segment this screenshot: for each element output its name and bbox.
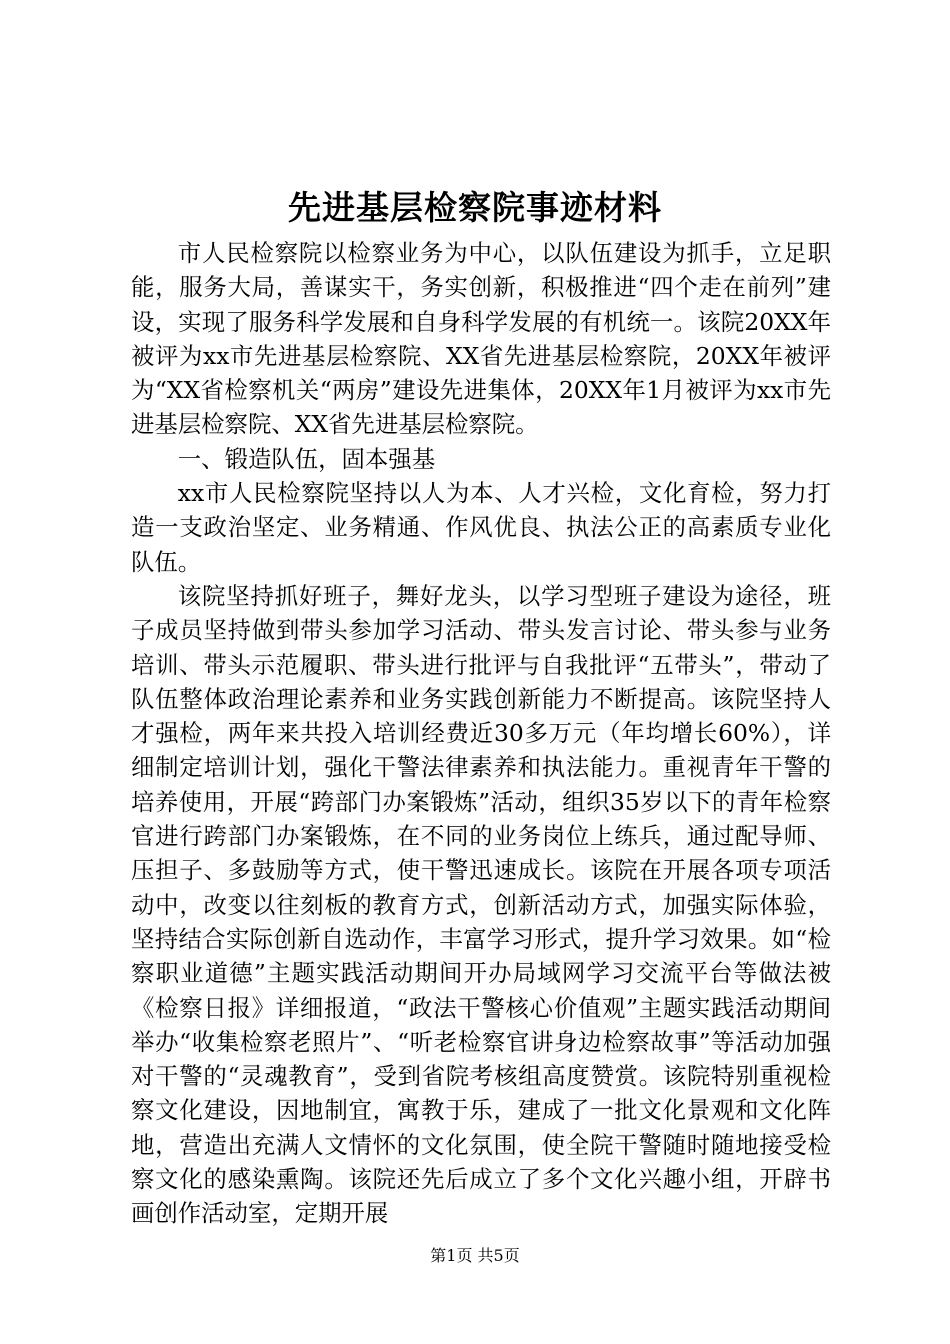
paragraph-intro: 市人民检察院以检察业务为中心，以队伍建设为抓手，立足职能，服务大局，善谋实干，务实创新，积极推进“四个走在前列”建设，实现了服务科学发展和自身科学发展的有机统一。该院20XX年被评为xx市先进基层检察院、XX省先进基层检察院，20XX年被评为“XX省检察机关“两房”建设先进集体，20XX年1月被评为xx市先进基层检察院、XX省先进基层检察院。 bbox=[131, 239, 831, 439]
page-footer: 第1页 共5页 bbox=[430, 1246, 520, 1265]
document-body bbox=[131, 236, 831, 1231]
section-heading: 一、锻造队伍，固本强基 bbox=[177, 444, 436, 473]
paragraph-team: xx市人民检察院坚持以人为本、人才兴检，文化育检，努力打造一支政治坚定、业务精通、作风优良、执法公正的高素质专业化队伍。 bbox=[131, 479, 831, 576]
paragraph-leadership: 该院坚持抓好班子，舞好龙头，以学习型班子建设为途径，班子成员坚持做到带头参加学习活动、带头发言讨论、带头参与业务培训、带头示范履职、带头进行批评与自我批评“五带头”，带动了队伍整体政治理论素养和业务实践创新能力不断提高。该院坚持人才强检，两年来共投入培训经费近30多万元（年均增长60%），详细制定培训计划，强化干警法律素养和执法能力。重视青年干警的培养使用，开展“跨部门办案锻炼”活动，组织35岁以下的青年检察官进行跨部门办案锻炼，在不同的业务岗位上练兵，通过配导师、压担子、多鼓励等方式，使干警迅速成长。该院在开展各项专项活动中，改变以往刻板的教育方式，创新活动方式，加强实际体验，坚持结合实际创新自选动作，丰富学习形式，提升学习效果。如“检察职业道德”主题实践活动期间开办局域网学习交流平台等做法被《检察日报》详细报道，“政法干警核心价值观”主题实践活动期间举办“收集检察老照片”、“听老检察官讲身边检察故事”等活动加强对干警的“灵魂教育”，受到省院考核组高度赞赏。该院特别重视检察文化建设，因地制宜，寓教于乐，建成了一批文化景观和文化阵地，营造出充满人文情怀的文化氛围，使全院干警随时随地接受检察文化的感染熏陶。该院还先后成立了多个文化兴趣小组，开辟书画创作活动室，定期开展 bbox=[131, 581, 831, 1228]
document-title: 先进基层检察院事迹材料 bbox=[288, 188, 662, 227]
